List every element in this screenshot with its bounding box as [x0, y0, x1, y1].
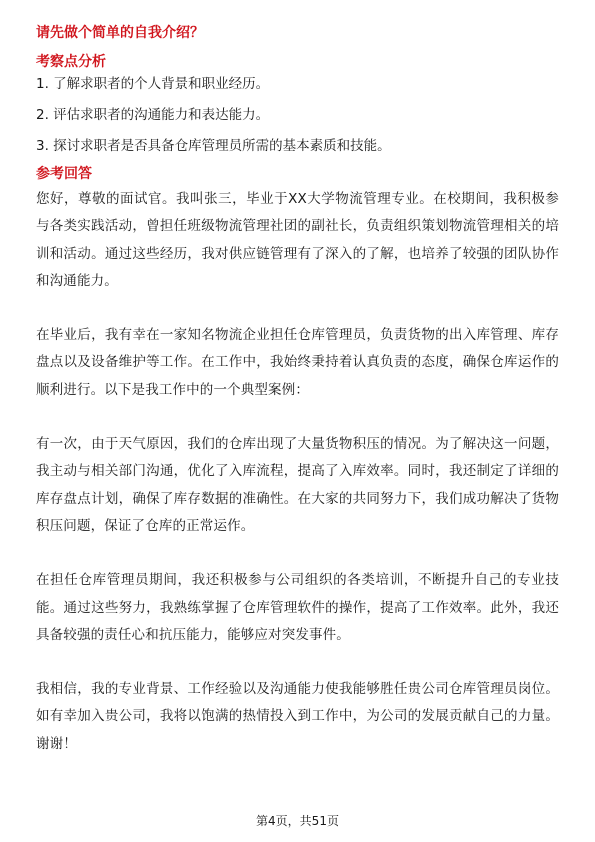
analysis-point: 3. 探讨求职者是否具备仓库管理员所需的基本素质和技能。 — [36, 138, 391, 154]
answer-paragraph: 我相信，我的专业背景、工作经验以及沟通能力使我能够胜任贵公司仓库管理员岗位。如有幸加入贵公司，我将以饱满的热情投入到工作中，为公司的发展贡献自己的力量。谢谢！ — [36, 681, 559, 752]
answer-paragraph: 有一次，由于天气原因，我们的仓库出现了大量货物积压的情况。为了解决这一问题，我主动与相关部门沟通，优化了入库流程，提高了入库效率。同时，我还制定了详细的库存盘点计划，确保了库存数据的准确性。在大家的共同努力下，我们成功解决了货物积压问题，保证了仓库的正常运作。 — [36, 436, 559, 534]
reference-answer-heading: 参考回答 — [36, 166, 92, 182]
analysis-point-list — [36, 74, 559, 156]
answer-paragraph: 在担任仓库管理员期间，我还积极参与公司组织的各类培训，不断提升自己的专业技能。通过这些努力，我熟练掌握了仓库管理软件的操作，提高了工作效率。此外，我还具备较强的责任心和抗压能力，能够应对突发事件。 — [36, 572, 559, 643]
answer-paragraph: 在毕业后，我有幸在一家知名物流企业担任仓库管理员，负责货物的出入库管理、库存盘点以及设备维护等工作。在工作中，我始终秉持着认真负责的态度，确保仓库运作的顺利进行。以下是我工作中的一个典型案例： — [36, 327, 559, 398]
analysis-heading: 考察点分析 — [36, 54, 106, 70]
question-title: 请先做个简单的自我介绍？ — [36, 25, 204, 41]
analysis-point: 1. 了解求职者的个人背景和职业经历。 — [36, 76, 270, 92]
analysis-point: 2. 评估求职者的沟通能力和表达能力。 — [36, 107, 270, 123]
reference-answer-body — [36, 186, 559, 758]
document-page — [36, 22, 559, 758]
page-number-footer: 第4页，共51页 — [256, 814, 339, 828]
answer-paragraph: 您好，尊敬的面试官。我叫张三，毕业于XX大学物流管理专业。在校期间，我积极参与各类实践活动，曾担任班级物流管理社团的副社长，负责组织策划物流管理相关的培训和活动。通过这些经历，我对供应链管理有了深入的了解，也培养了较强的团队协作和沟通能力。 — [36, 191, 559, 289]
